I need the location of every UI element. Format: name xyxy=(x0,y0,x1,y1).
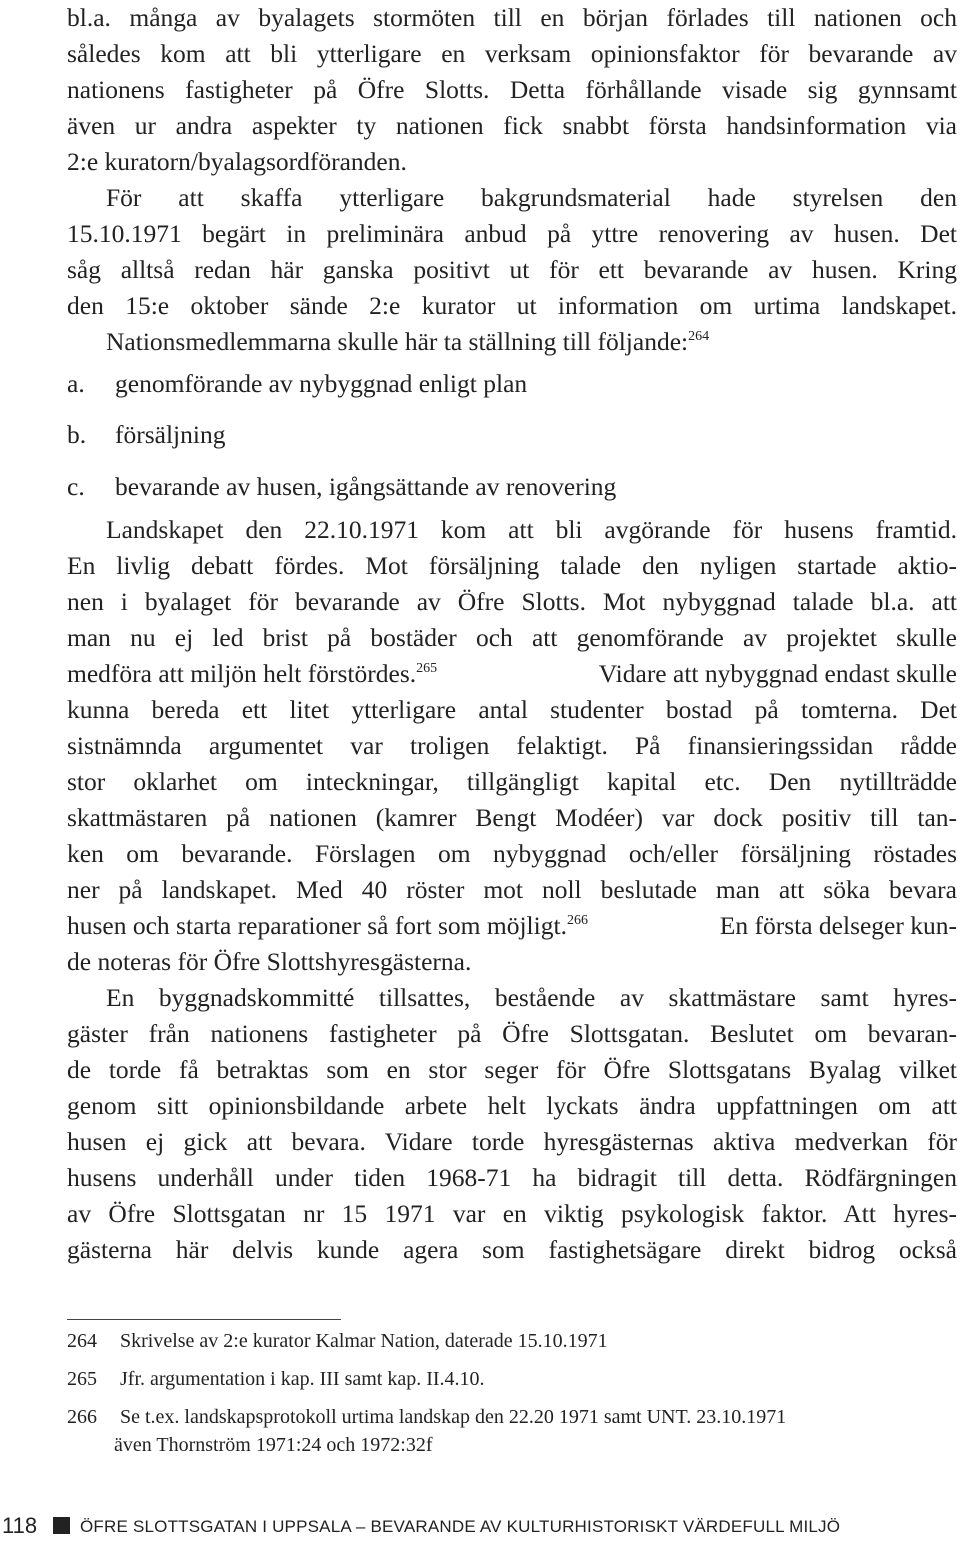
body-line: husens underhåll under tiden 1968-71 ha bidragit till detta. Rödfärgningen xyxy=(67,1163,957,1192)
body-line: Landskapet den 22.10.1971 kom att bli avgörande för husens framtid. xyxy=(106,515,957,544)
body-line-text: Vidare att nybyggnad endast skulle xyxy=(598,659,957,688)
footnote-ref[interactable]: 264 xyxy=(688,329,710,344)
body-line: husen ej gick att bevara. Vidare torde hyresgästernas aktiva medverkan för xyxy=(67,1127,957,1156)
body-line: såg alltså redan här ganska positivt ut för ett bevarande av husen. Kring xyxy=(67,255,957,284)
footnote-number: 265 xyxy=(67,1368,97,1390)
page-number: 118 xyxy=(2,1513,38,1538)
body-line: nen i byalaget för bevarande av Öfre Slotts. Mot nybyggnad talade bl.a. att xyxy=(67,587,957,616)
body-line-text: En första delseger kun- xyxy=(719,911,957,940)
body-line: således kom att bli ytterligare en verksam opinionsfaktor för bevarande av xyxy=(67,39,957,68)
list-item: bevarande av husen, igångsättande av renovering xyxy=(115,472,617,501)
body-line: även ur andra aspekter ty nationen fick snabbt första handsinformation via xyxy=(67,111,957,140)
body-line: 15.10.1971 begärt in preliminära anbud på yttre renovering av husen. Det xyxy=(67,219,957,248)
body-line: de torde få betraktas som en stor seger för Öfre Slottsgatans Byalag vilket xyxy=(67,1055,957,1084)
body-line: nationens fastigheter på Öfre Slotts. Detta förhållande visade sig gynnsamt xyxy=(67,75,957,104)
body-line: En byggnadskommitté tillsattes, bestående av skattmästare samt hyres- xyxy=(106,983,957,1012)
body-line: den 15:e oktober sände 2:e kurator ut information om urtima landskapet. xyxy=(67,291,957,320)
body-line-text: Nationsmedlemmarna skulle här ta ställning till följande: xyxy=(106,327,689,356)
body-line xyxy=(67,908,957,944)
footnote xyxy=(67,1327,608,1355)
body-line: man nu ej led brist på bostäder och att genomförande av projektet skulle xyxy=(67,623,957,652)
body-line: För att skaffa ytterligare bakgrundsmaterial hade styrelsen den xyxy=(106,183,957,212)
footer-square-icon xyxy=(53,1517,70,1534)
footnote-text: Jfr. argumentation i kap. III samt kap. II.4.10. xyxy=(120,1368,485,1390)
list-label: a. xyxy=(67,369,85,398)
footnote-ref[interactable]: 265 xyxy=(416,661,438,676)
body-line: ner på landskapet. Med 40 röster mot noll beslutade man att söka bevara xyxy=(67,875,957,904)
footnote-number: 264 xyxy=(67,1330,97,1352)
footnote-divider xyxy=(67,1319,341,1320)
body-line: En livlig debatt fördes. Mot försäljning talade den nyligen startade aktio- xyxy=(67,551,957,580)
footnote xyxy=(67,1403,786,1431)
body-line-text: medföra att miljön helt förstördes. xyxy=(67,659,417,688)
body-line xyxy=(67,656,957,692)
body-line-text: husen och starta reparationer så fort som möjligt. xyxy=(67,911,567,940)
body-line: gäster från nationens fastigheter på Öfre Slottsgatan. Beslutet om bevaran- xyxy=(67,1019,957,1048)
body-line: skattmästaren på nationen (kamrer Bengt Modéer) var dock positiv till tan- xyxy=(67,803,957,832)
body-line: de noteras för Öfre Slottshyresgästerna. xyxy=(67,947,472,976)
body-line: av Öfre Slottsgatan nr 15 1971 var en viktig psykologisk faktor. Att hyres- xyxy=(67,1199,957,1228)
body-line: kunna bereda ett litet ytterligare antal studenter bostad på tomterna. Det xyxy=(67,695,957,724)
running-footer-title: ÖFRE SLOTTSGATAN I UPPSALA – BEVARANDE AV KULTURHISTORISKT VÄRDEFULL MILJÖ xyxy=(80,1517,841,1536)
body-line xyxy=(106,324,957,360)
body-line: stor oklarhet om inteckningar, tillgängligt kapital etc. Den nytillträdde xyxy=(67,767,957,796)
footnote-number: 266 xyxy=(67,1406,97,1428)
body-line: bl.a. många av byalagets stormöten till en början förlades till nationen och xyxy=(67,3,957,32)
body-line: gästerna här delvis kunde agera som fastighetsägare direkt bidrog också xyxy=(67,1235,957,1264)
body-line: ken om bevarande. Förslagen om nybyggnad och/eller försäljning röstades xyxy=(67,839,957,868)
list-item: försäljning xyxy=(115,420,226,449)
footnote-text: Skrivelse av 2:e kurator Kalmar Nation, daterade 15.10.1971 xyxy=(120,1330,608,1352)
footnote-ref[interactable]: 266 xyxy=(566,913,588,928)
list-label: c. xyxy=(67,472,85,501)
footnote-continuation: även Thornström 1971:24 och 1972:32f xyxy=(114,1434,433,1456)
body-line: 2:e kuratorn/byalagsordföranden. xyxy=(67,147,407,176)
body-line: genom sitt opinionsbildande arbete helt lyckats ändra uppfattningen om att xyxy=(67,1091,957,1120)
list-label: b. xyxy=(67,420,87,449)
footnote xyxy=(67,1365,485,1393)
list-item: genomförande av nybyggnad enligt plan xyxy=(115,369,528,398)
footnote-text: Se t.ex. landskapsprotokoll urtima landskap den 22.20 1971 samt UNT. 23.10.1971 xyxy=(120,1406,787,1428)
body-line: sistnämnda argumentet var troligen felaktigt. På finansieringssidan rådde xyxy=(67,731,957,760)
